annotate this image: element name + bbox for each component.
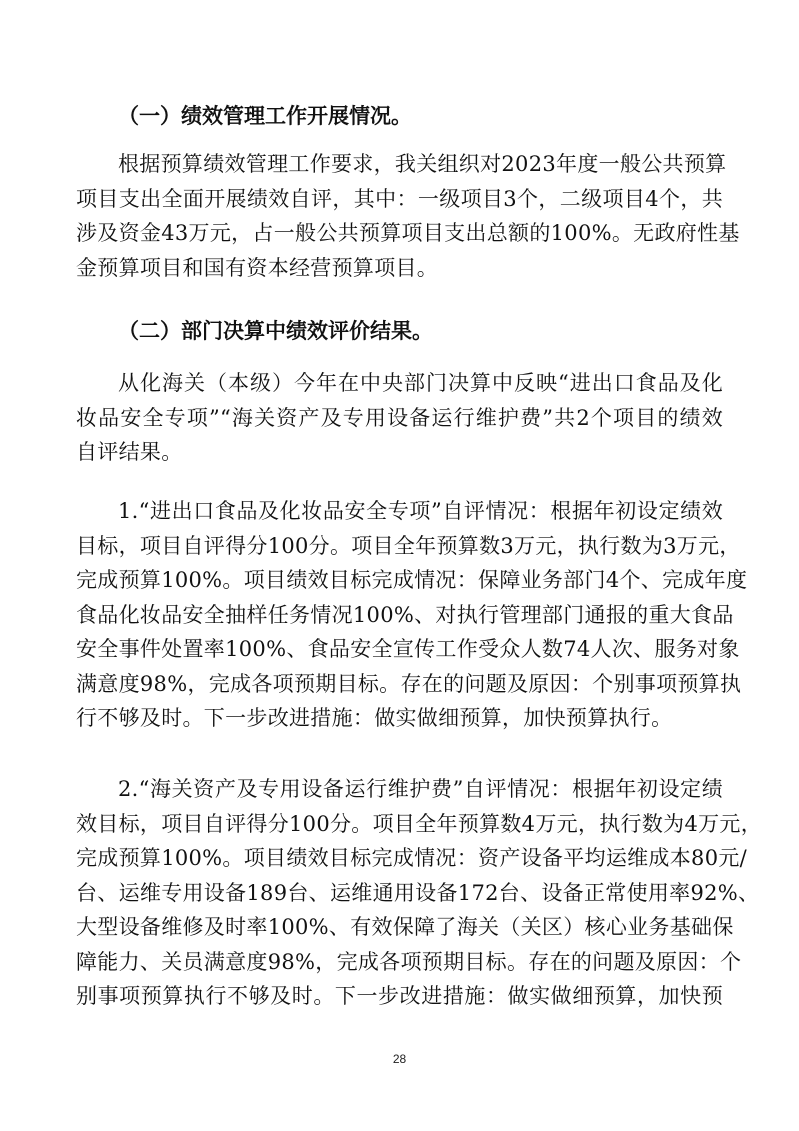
paragraph-line: 项目支出全面开展绩效自评，其中：一级项目3个，二级项目4个，共 [76, 186, 723, 211]
paragraph-line: 从化海关（本级）今年在中央部门决算中反映“进出口食品及化 [118, 371, 723, 395]
paragraph-line: 自评结果。 [76, 440, 183, 464]
section-1-heading: （一）绩效管理工作开展情况。 [118, 104, 412, 128]
paragraph-line: 2.“海关资产及专用设备运行维护费”自评情况：根据年初设定绩 [118, 777, 723, 801]
paragraph-line: 金预算项目和国有资本经营预算项目。 [76, 255, 439, 280]
paragraph-line: 障能力、关员满意度98%，完成各项预期目标。存在的问题及原因：个 [76, 949, 742, 974]
paragraph-line: 目标，项目自评得分100分。项目全年预算数3万元，执行数为3万元， [76, 533, 741, 558]
paragraph-line: 根据预算绩效管理工作要求，我关组织对2023年度一般公共预算 [118, 152, 727, 176]
paragraph-line: 效目标，项目自评得分100分。项目全年预算数4万元，执行数为4万元， [76, 811, 763, 836]
section-2-heading: （二）部门决算中绩效评价结果。 [118, 319, 433, 343]
paragraph-line: 别事项预算执行不够及时。下一步改进措施：做实做细预算，加快预 [76, 984, 723, 1008]
paragraph-line: 完成预算100%。项目绩效目标完成情况：资产设备平均运维成本80元/ [76, 846, 748, 870]
page-number: 28 [392, 1052, 407, 1066]
paragraph-line: 食品化妆品安全抽样任务情况100%、对执行管理部门通报的重大食品 [76, 602, 734, 627]
section-2-paragraph [76, 366, 723, 470]
paragraph-line: 妆品安全专项”“海关资产及专用设备运行维护费”共2个项目的绩效 [76, 405, 723, 430]
section-1-paragraph [76, 147, 740, 285]
paragraph-line: 完成预算100%。项目绩效目标完成情况：保障业务部门4个、完成年度 [76, 568, 748, 592]
paragraph-line: 大型设备维修及时率100%、有效保障了海关（关区）核心业务基础保 [76, 915, 734, 939]
paragraph-line: 行不够及时。下一步改进措施：做实做细预算，加快预算执行。 [76, 706, 673, 730]
item-1-paragraph [76, 494, 748, 736]
paragraph-line: 1.“进出口食品及化妆品安全专项”自评情况：根据年初设定绩效 [118, 499, 723, 523]
paragraph-line: 安全事件处置率100%、食品安全宣传工作受众人数74人次、服务对象 [76, 637, 740, 661]
item-2-paragraph [76, 772, 763, 1014]
paragraph-line: 台、运维专用设备189台、运维通用设备172台、设备正常使用率92%、 [76, 880, 760, 905]
paragraph-line: 涉及资金43万元，占一般公共预算项目支出总额的100%。无政府性基 [76, 221, 740, 245]
paragraph-line: 满意度98%，完成各项预期目标。存在的问题及原因：个别事项预算执 [76, 671, 742, 696]
